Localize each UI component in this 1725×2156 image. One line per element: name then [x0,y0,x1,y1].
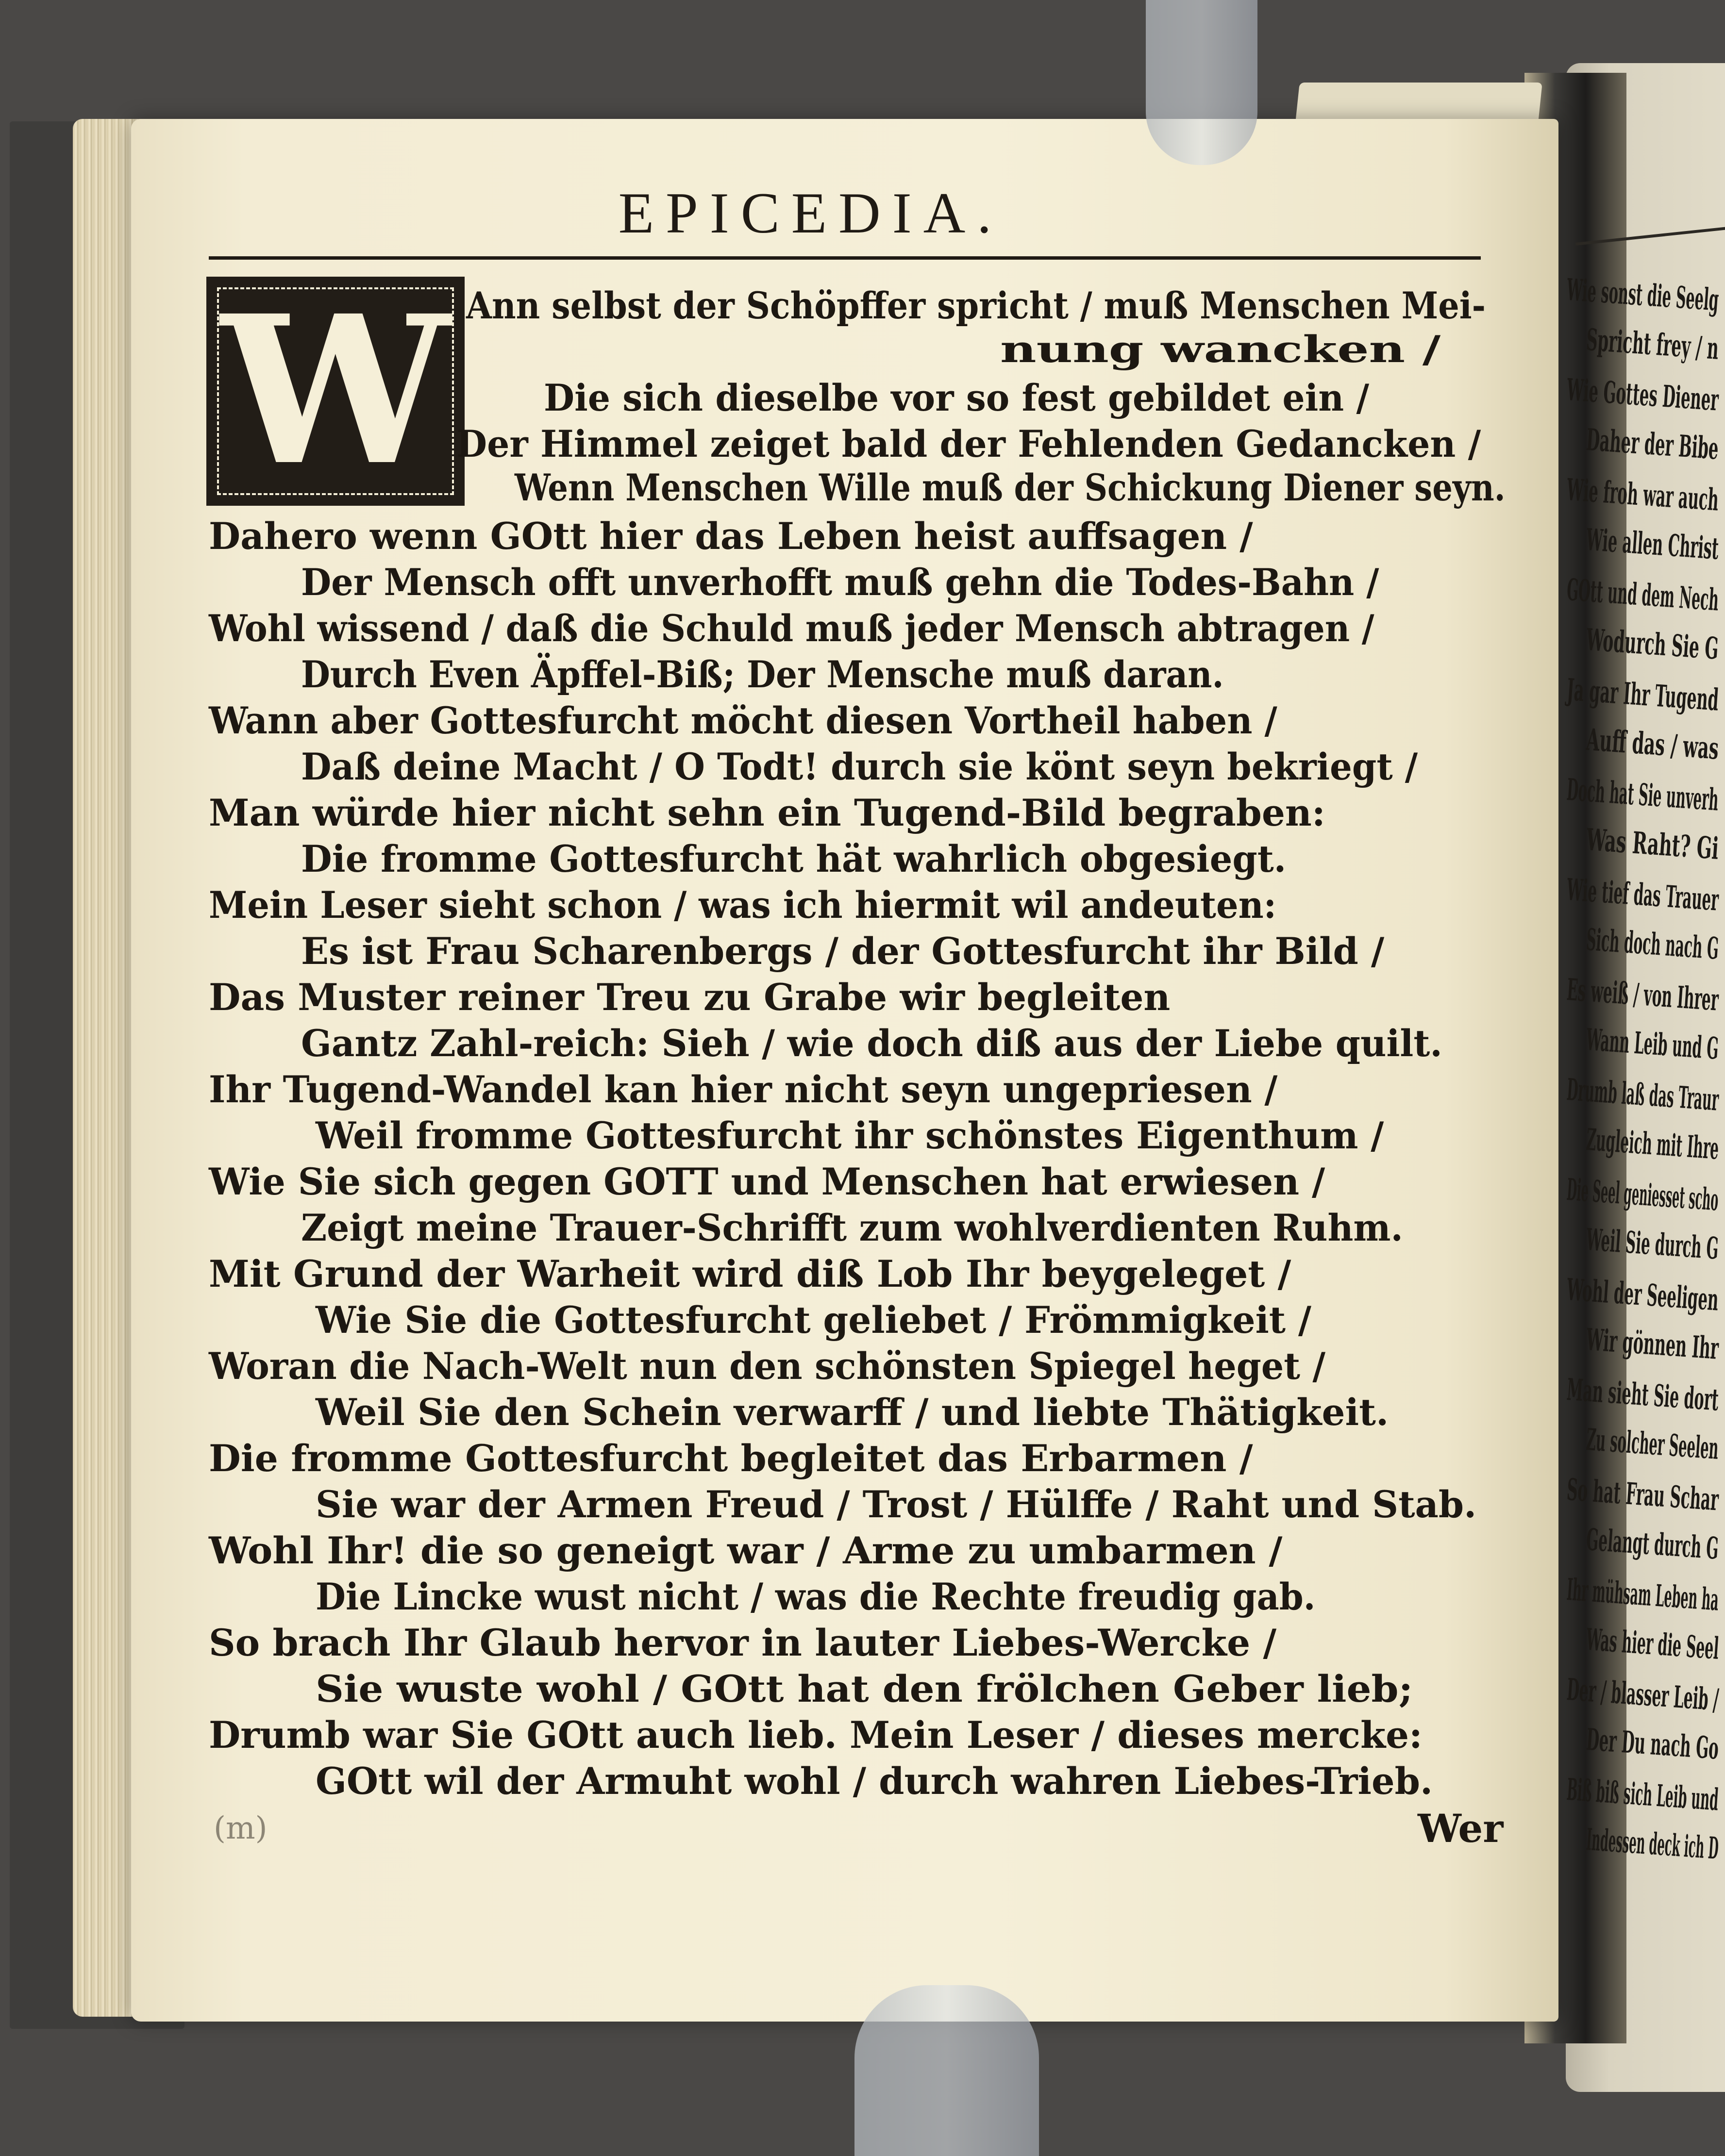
poem-line: Die sich dieselbe vor so fest gebildet ein / [544,376,1370,419]
catchword: Wer [1418,1806,1504,1851]
facing-page-line: Der / blasser Leib / [1565,1672,1720,1718]
facing-page-line: Wie allen Christ [1585,522,1720,566]
facing-page-line: Auff das / was [1585,722,1720,766]
poem-line: Sie war der Armen Freud / Trost / Hülffe / Raht und Stab. [316,1483,1477,1526]
facing-page-line: Wie Gottes Diener [1565,372,1720,418]
facing-page-line: Biß biß sich Leib und [1565,1772,1720,1818]
poem-line: Wenn Menschen Wille muß der Schickung Diener seyn. [515,466,1506,509]
poem-line: Es ist Frau Scharenbergs / der Gottesfurcht ihr Bild / [301,929,1385,973]
poem-line: Der Mensch offt unverhofft muß gehn die Todes-Bahn / [301,561,1379,604]
poem-line: nung wancken / [1000,328,1441,371]
facing-page-line: Ja gar Ihr Tugend [1565,672,1720,718]
facing-page-line: Was hier die Seel [1585,1622,1720,1666]
initial-letter: W [221,271,450,511]
facing-page-line: Wie froh war auch [1565,472,1720,518]
poem-line: Das Muster reiner Treu zu Grabe wir begleiten [209,976,1171,1019]
facing-page-line: Daher der Bibe [1585,422,1720,466]
facing-page-line: Spricht frey / n [1585,322,1720,366]
facing-page-line: Weil Sie durch G [1585,1222,1720,1266]
facing-page-line: Wohl der Seeligen [1565,1272,1720,1318]
poem-line: Ann selbst der Schöpffer spricht / muß Menschen Mei- [466,284,1486,327]
facing-page-line: Zu solcher Seelen [1585,1422,1720,1466]
poem-line: Mein Leser sieht schon / was ich hiermit wil andeuten: [209,883,1277,927]
facing-page-line: So hat Frau Schar [1565,1472,1720,1518]
facing-page-line: Drumb laß das Traur [1565,1072,1720,1118]
poem-line: Wann aber Gottesfurcht möcht diesen Vortheil haben / [209,699,1277,742]
facing-page-line: Was Raht? Gi [1585,822,1720,866]
signature-mark: (m) [214,1810,268,1846]
facing-page-line: GOtt und dem Nech [1565,572,1720,618]
poem-line: Die Lincke wust nicht / was die Rechte freudig gab. [316,1575,1316,1618]
poem-line: Wie Sie sich gegen GOTT und Menschen hat erwiesen / [209,1160,1325,1203]
facing-page-line: Sich doch nach G [1585,922,1720,966]
facing-page-line: Zugleich mit Ihre [1585,1122,1720,1166]
poem-line: Gantz Zahl-reich: Sieh / wie doch diß aus der Liebe quilt. [301,1022,1442,1065]
page-clip-bottom [854,1985,1039,2156]
poem-line: Woran die Nach-Welt nun den schönsten Spiegel heget / [209,1344,1326,1388]
poem-line: Der Himmel zeiget bald der Fehlenden Gedancken / [456,422,1481,465]
facing-page-line: Die Seel geniesset scho [1565,1172,1720,1218]
facing-page-line: Indessen deck ich D [1585,1822,1720,1866]
poem-line: Zeigt meine Trauer-Schrifft zum wohlverdienten Ruhm. [301,1206,1403,1249]
decorated-initial [206,271,465,511]
facing-page-line: Wie sonst die Seelg [1565,272,1720,318]
page-clip-top [1146,0,1257,165]
facing-page-line: Doch hat Sie unverh [1565,772,1720,818]
poem-line: Daß deine Macht / O Todt! durch sie könt seyn bekriegt / [301,745,1418,788]
poem-line: Dahero wenn GOtt hier das Leben heist auffsagen / [209,514,1253,558]
poem-line: Ihr Tugend-Wandel kan hier nicht seyn ungepriesen / [209,1068,1278,1111]
poem-line: Sie wuste wohl / GOtt hat den frölchen Geber lieb; [316,1667,1413,1710]
poem-line: Weil Sie den Schein verwarff / und liebte Thätigkeit. [316,1391,1389,1434]
header-rule [209,256,1481,260]
poem-line: So brach Ihr Glaub hervor in lauter Liebes-Wercke / [209,1621,1277,1664]
poem-line: Die fromme Gottesfurcht begleitet das Erbarmen / [209,1437,1253,1480]
facing-page-line: Wie tief das Trauer [1565,872,1720,918]
facing-page-line: Wann Leib und G [1585,1022,1720,1066]
page-header: EPICEDIA. [618,181,1004,245]
facing-page-line: Man sieht Sie dort [1565,1372,1720,1418]
facing-page-line: Es weiß / von Ihrer [1565,972,1720,1018]
facing-page-line: Gelangt durch G [1585,1522,1720,1566]
poem-line: Man würde hier nicht sehn ein Tugend-Bild begraben: [209,791,1325,834]
poem-line: Mit Grund der Warheit wird diß Lob Ihr beygeleget / [209,1252,1291,1295]
facing-page-line: Wodurch Sie G [1585,622,1720,666]
facing-page-line: Der Du nach Go [1585,1722,1720,1766]
poem-line: Wohl Ihr! die so geneigt war / Arme zu umbarmen / [209,1529,1283,1572]
poem-line: GOtt wil der Armuht wohl / durch wahren Liebes-Trieb. [316,1759,1433,1803]
poem-line: Wie Sie die Gottesfurcht geliebet / Frömmigkeit / [316,1298,1311,1342]
poem-line: Durch Even Äpffel-Biß; Der Mensche muß daran. [301,653,1224,696]
poem-line: Die fromme Gottesfurcht hät wahrlich obgesiegt. [301,837,1287,880]
poem-line: Drumb war Sie GOtt auch lieb. Mein Leser / dieses mercke: [209,1713,1423,1757]
facing-page-line: Ihr mühsam Leben ha [1565,1572,1720,1618]
poem-line: Weil fromme Gottesfurcht ihr schönstes Eigenthum / [316,1114,1384,1157]
poem-line: Wohl wissend / daß die Schuld muß jeder Mensch abtragen / [209,607,1374,650]
facing-page-line: Wir gönnen Ihr [1585,1322,1720,1366]
